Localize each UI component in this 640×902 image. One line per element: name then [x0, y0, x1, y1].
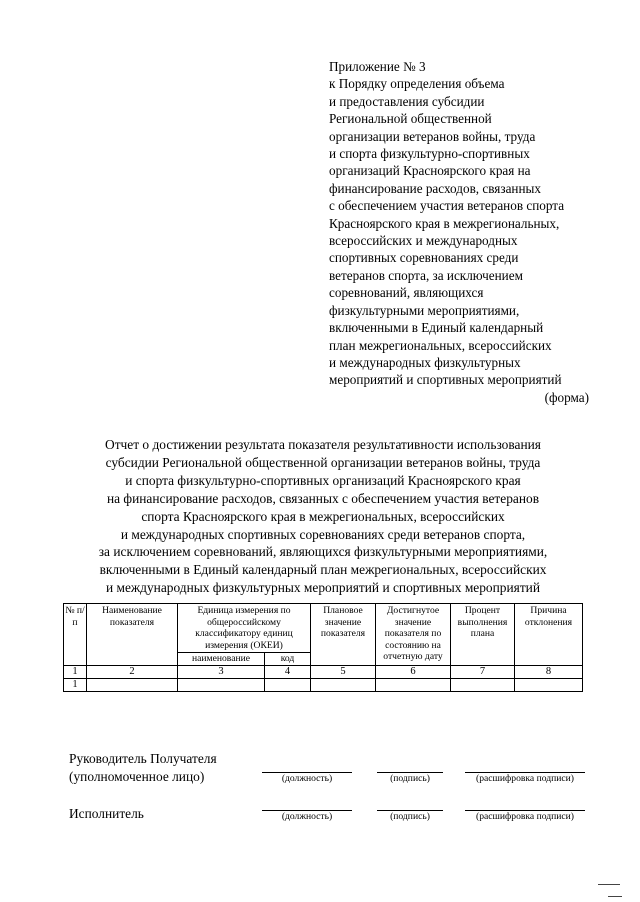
scan-mark [608, 896, 622, 897]
header-name: Наименование показателя [87, 604, 178, 666]
decoding-caption: (расшифровка подписи) [476, 773, 574, 784]
column-number: 8 [515, 665, 583, 678]
column-number: 7 [451, 665, 515, 678]
column-number: 1 [64, 665, 87, 678]
cell-percent [451, 678, 515, 691]
position-caption: (должность) [281, 773, 333, 784]
appendix-line: спортивных соревнованиях среди [329, 250, 519, 266]
report-table [63, 603, 583, 692]
appendix-line: организации ветеранов войны, труда [329, 128, 536, 144]
column-number: 4 [265, 665, 311, 678]
title-line: за исключением соревнований, являющихся физкультурными мероприятиями, [98, 544, 548, 560]
appendix-line: всероссийских и международных [329, 233, 518, 249]
executor-label: Исполнитель [69, 806, 144, 821]
appendix-line: план межрегиональных, всероссийских [329, 337, 552, 353]
appendix-line: включенными в Единый календарный [329, 320, 544, 336]
appendix-line: и предоставления субсидии [329, 93, 485, 109]
cell-reason [515, 678, 583, 691]
header-unit: Единица измерения по общероссийскому классификатору единиц измерения (ОКЕИ) [178, 604, 311, 653]
column-number: 3 [178, 665, 265, 678]
header-percent: Процент выполнения плана [451, 604, 515, 666]
cell-unit-code [265, 678, 311, 691]
appendix-line: Региональной общественной [329, 111, 492, 127]
header-achieved: Достигнутое значение показателя по состоянию на отчетную дату [376, 604, 451, 666]
header-reason: Причина отклонения [515, 604, 583, 666]
position-caption: (должность) [281, 811, 333, 822]
scan-mark [598, 884, 620, 885]
title-line: субсидии Региональной общественной организации ветеранов войны, труда [105, 454, 541, 470]
header-unit-name: наименование [178, 653, 265, 666]
appendix-line: с обеспечением участия ветеранов спорта [329, 198, 565, 214]
appendix-line: физкультурными мероприятиями, [329, 302, 520, 318]
appendix-line: к Порядку определения объема [329, 76, 505, 92]
table-row [64, 678, 583, 691]
head-label-line2: (уполномоченное лицо) [69, 769, 205, 784]
cell-achieved [376, 678, 451, 691]
appendix-line: мероприятий и спортивных мероприятий [329, 372, 562, 388]
appendix-line: ветеранов спорта, за исключением [329, 267, 523, 283]
header-no: № п/п [64, 604, 87, 666]
head-label-line1: Руководитель Получателя [69, 751, 217, 766]
header-unit-code: код [265, 653, 311, 666]
appendix-line: и спорта физкультурно-спортивных [329, 146, 530, 162]
appendix-line: соревнований, являющихся [329, 285, 484, 301]
appendix-header [329, 58, 589, 406]
cell-no: 1 [64, 678, 87, 691]
title-line: на финансирование расходов, связанных с обеспечением участия ветеранов [106, 490, 540, 506]
table-numbering-row [64, 665, 583, 678]
column-number: 5 [311, 665, 376, 678]
title-line: и международных физкультурных мероприятий и спортивных мероприятий [105, 580, 541, 596]
title-line: спорта Красноярского края в межрегиональных, всероссийских [141, 508, 505, 524]
cell-name [87, 678, 178, 691]
title-line: Отчет о достижении результата показателя результативности использования [105, 437, 541, 452]
table-header-row [64, 604, 583, 653]
title-line: и международных спортивных соревнованиях среди ветеранов спорта, [120, 526, 526, 542]
appendix-line: организаций Красноярского края на [329, 163, 531, 179]
form-label: (форма) [544, 389, 589, 405]
decoding-caption: (расшифровка подписи) [476, 811, 574, 822]
signature-caption: (подпись) [390, 811, 430, 822]
title-line: и спорта физкультурно-спортивных организаций Красноярского края [125, 472, 521, 488]
cell-planned [311, 678, 376, 691]
column-number: 6 [376, 665, 451, 678]
signature-caption: (подпись) [390, 773, 430, 784]
appendix-line: и международных физкультурных [329, 354, 521, 370]
header-planned: Плановое значение показателя [311, 604, 376, 666]
title-line: включенными в Единый календарный план межрегиональных, всероссийских [99, 562, 547, 578]
column-number: 2 [87, 665, 178, 678]
appendix-line: Красноярского края в межрегиональных, [329, 215, 560, 231]
report-title [40, 436, 606, 597]
appendix-line: финансирование расходов, связанных [329, 180, 541, 196]
appendix-line: Приложение № 3 [329, 59, 426, 74]
cell-unit-name [178, 678, 265, 691]
